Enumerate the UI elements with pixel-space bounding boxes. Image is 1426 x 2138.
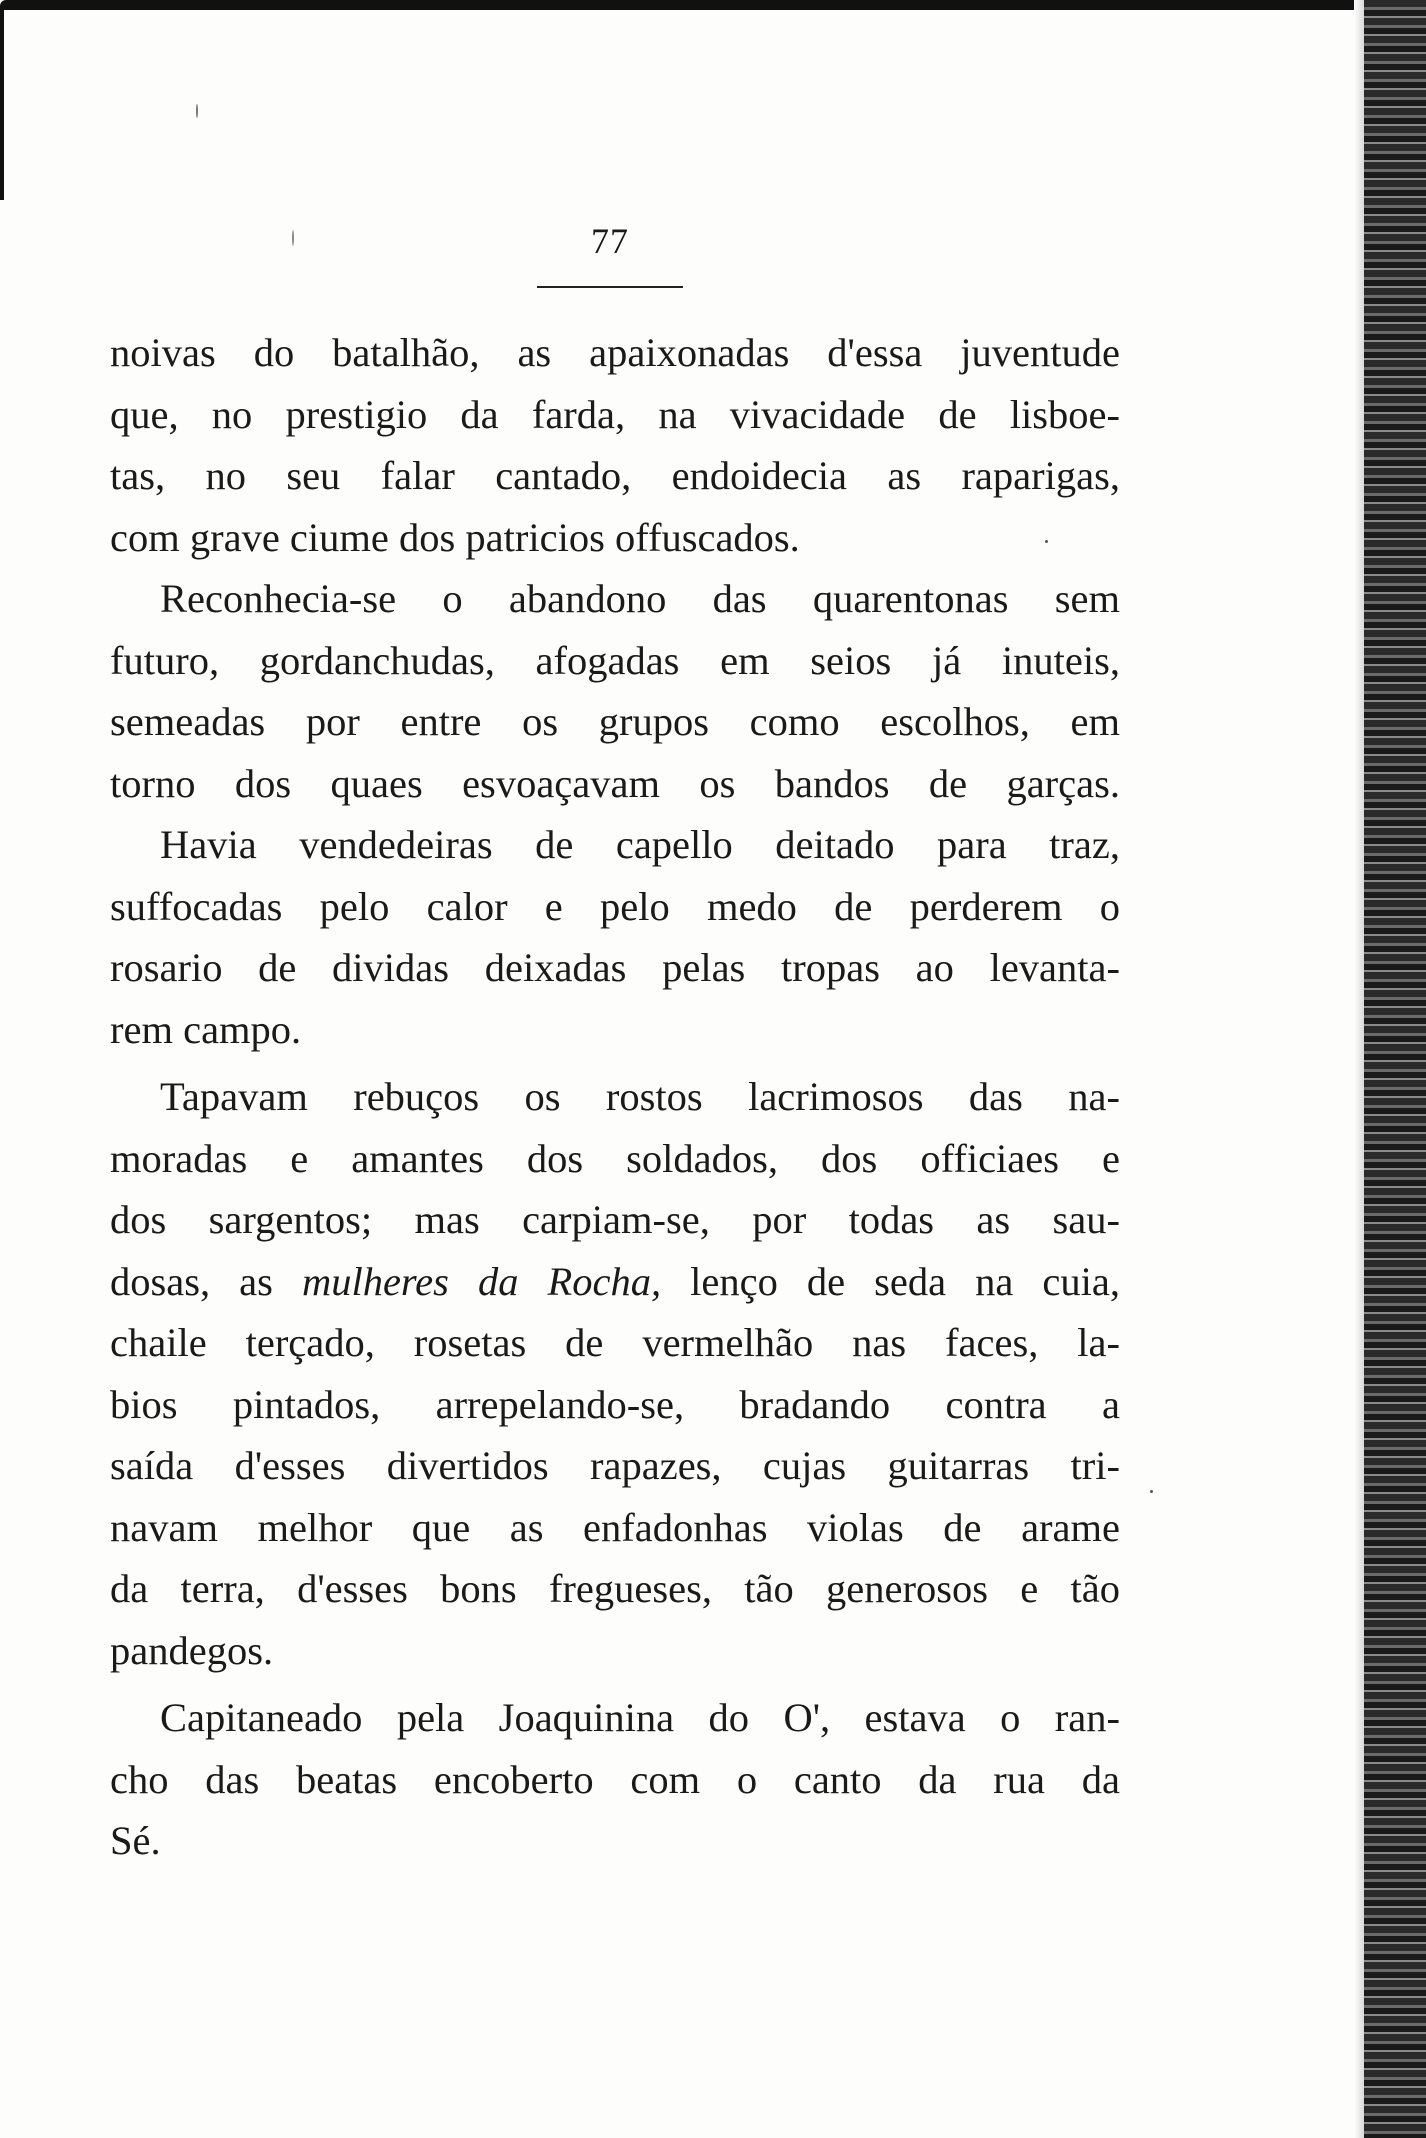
scan-speck — [196, 104, 198, 118]
text-line: Sé. — [110, 1818, 161, 1863]
paragraph — [110, 1066, 1120, 1681]
scan-speck — [1150, 1490, 1153, 1493]
scan-speck — [292, 230, 294, 246]
header-rule — [537, 286, 683, 288]
paragraph — [110, 814, 1120, 1060]
text-line: moradas e amantes dos soldados, dos officiaes e — [110, 1135, 1120, 1181]
text-line: semeadas por entre os grupos como escolhos, em — [110, 699, 1120, 744]
text-line: com grave ciume dos patricios offuscados. — [110, 514, 800, 560]
scan-top-edge — [0, 0, 1404, 40]
book-binding — [1364, 0, 1426, 2138]
text-line: noivas do batalhão, as apaixonadas d'essa juventude — [110, 330, 1120, 375]
text-line: pandegos. — [110, 1627, 274, 1673]
text-line: suffocadas pelo calor e pelo medo de perderem o — [110, 883, 1120, 929]
text-line-with-italic — [110, 1251, 1120, 1313]
paragraph — [110, 1687, 1120, 1872]
text-line: navam melhor que as enfadonhas violas de arame — [110, 1504, 1120, 1550]
text-line: tas, no seu falar cantado, endoidecia as raparigas, — [110, 453, 1120, 498]
paragraph — [110, 568, 1120, 814]
binding-shadow — [1354, 0, 1364, 2138]
paragraph — [110, 322, 1120, 568]
text-line: saída d'esses divertidos rapazes, cujas guitarras tri- — [110, 1443, 1120, 1488]
text-line: futuro, gordanchudas, afogadas em seios já inuteis, — [110, 637, 1120, 683]
text-line: cho das beatas encoberto com o canto da rua da — [110, 1756, 1120, 1802]
scan-left-edge — [0, 10, 4, 200]
text-line: dos sargentos; mas carpiam-se, por todas as sau- — [110, 1197, 1120, 1242]
text-line: Havia vendedeiras de capello deitado para traz, — [160, 822, 1120, 867]
text-line: bios pintados, arrepelando-se, bradando contra a — [110, 1381, 1120, 1427]
text-line: Reconhecia-se o abandono das quarentonas sem — [160, 576, 1120, 621]
text-line: Tapavam rebuços os rostos lacrimosos das na- — [160, 1074, 1120, 1119]
text-line: torno dos quaes esvoaçavam os bandos de garças. — [110, 760, 1120, 806]
text-line: rem campo. — [110, 1006, 302, 1052]
text-line: chaile terçado, rosetas de vermelhão nas faces, la- — [110, 1320, 1120, 1365]
text-segment: lenço de seda na cuia, — [661, 1258, 1120, 1304]
text-line: da terra, d'esses bons fregueses, tão generosos e tão — [110, 1566, 1120, 1611]
page-number: 77 — [591, 221, 629, 261]
italic-phrase: mulheres da Rocha, — [301, 1258, 662, 1304]
text-line: Capitaneado pela Joaquinina do O', estava o ran- — [160, 1695, 1120, 1740]
body-text — [110, 322, 1120, 1872]
text-segment: dosas, as — [110, 1258, 302, 1304]
text-line: rosario de dividas deixadas pelas tropas ao levanta- — [110, 945, 1120, 990]
text-line: que, no prestigio da farda, na vivacidade de lisboe- — [110, 391, 1120, 437]
